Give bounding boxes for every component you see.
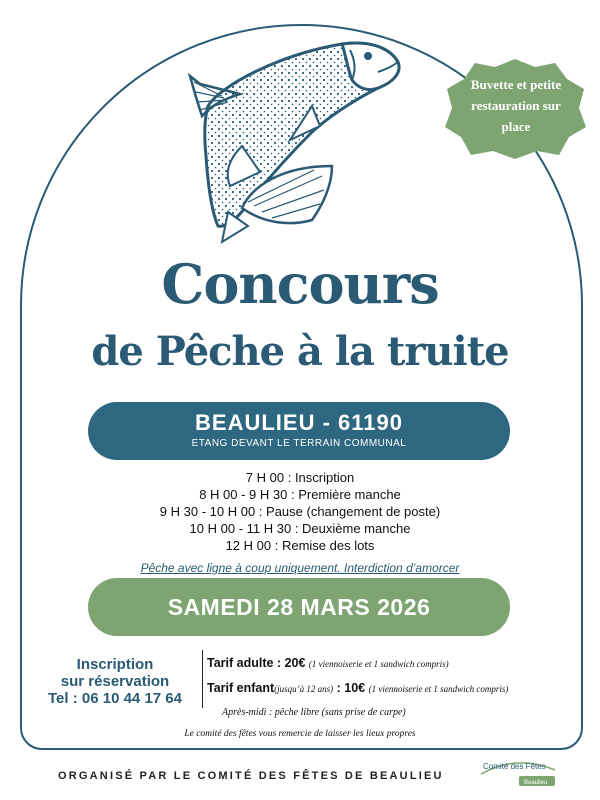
badge-line: restauration sur: [471, 98, 561, 113]
badge-line: place: [501, 119, 531, 134]
schedule-item: 8 H 00 - 9 H 30 : Première manche: [199, 487, 401, 502]
apres-midi-note: Après-midi : pêche libre (sans prise de carpe): [222, 707, 406, 718]
sub-title: de Pêche à la truite: [91, 328, 509, 375]
schedule-item: 10 H 00 - 11 H 30 : Deuxième manche: [189, 521, 411, 536]
date-banner: SAMEDI 28 MARS 2026: [88, 578, 510, 636]
logo-subtitle: Beaulieu: [524, 780, 548, 786]
tarif-enfant: Tarif enfant(jusqu’à 12 ans) : 10€ (1 viennoiserie et 1 sandwich compris): [207, 681, 509, 695]
schedule-item: 7 H 00 : Inscription: [245, 470, 355, 485]
location-name: BEAULIEU - 61190: [195, 410, 403, 435]
remerciement-note: Le comité des fêtes vous remercie de laisser les lieux propres: [184, 729, 416, 739]
comite-logo: [477, 752, 559, 790]
buvette-badge-text: [455, 74, 577, 137]
tarif-adulte: Tarif adulte : 20€ (1 viennoiserie et 1 sandwich compris): [207, 656, 449, 670]
schedule-item: 9 H 30 - 10 H 00 : Pause (changement de poste): [159, 504, 441, 519]
fishing-rule: Pêche avec ligne à coup uniquement. Interdiction d’amorcer: [140, 561, 460, 575]
trout-illustration: [182, 36, 408, 246]
location-subtitle: ETANG DEVANT LE TERRAIN COMMUNAL: [191, 438, 407, 449]
inscription-block: [30, 656, 200, 707]
logo-title: Comité des Fêtes: [483, 762, 546, 771]
schedule-item: 12 H 00 : Remise des lots: [225, 538, 375, 553]
inscription-line: sur réservation: [60, 673, 170, 690]
main-title: Concours: [161, 252, 439, 316]
schedule-list: [0, 469, 600, 554]
phone-number: Tel : 06 10 44 17 64: [48, 690, 182, 707]
divider: [202, 650, 203, 708]
badge-line: Buvette et petite: [470, 77, 562, 92]
location-banner: [88, 402, 510, 460]
inscription-line: Inscription: [76, 656, 154, 673]
organizer-footer: ORGANISÉ PAR LE COMITÉ DES FÊTES DE BEAULIEU: [58, 770, 444, 782]
